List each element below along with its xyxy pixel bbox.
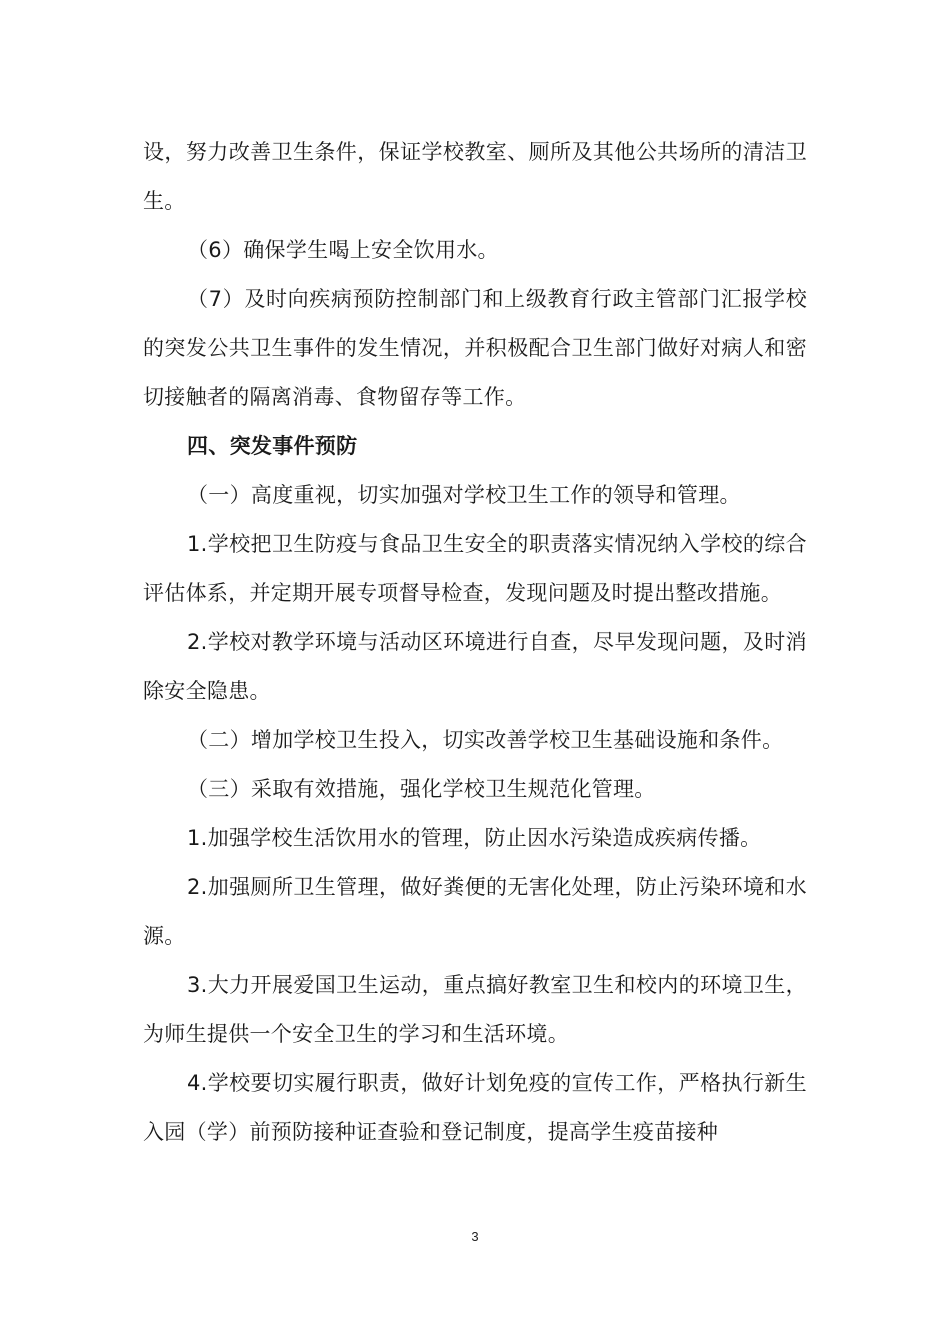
subsection-heading-1: （一）高度重视，切实加强对学校卫生工作的领导和管理。 [187, 483, 741, 507]
paragraph-point-3-1: 1.加强学校生活饮用水的管理，防止因水污染造成疾病传播。 [187, 826, 762, 850]
paragraph-point-1-1: 1.学校把卫生防疫与食品卫生安全的职责落实情况纳入学校的综合评估体系，并定期开展专项督导检查，发现问题及时提出整改措施。 [143, 532, 807, 605]
page-number: 3 [471, 1229, 479, 1244]
paragraph-point-3-2: 2.加强厕所卫生管理，做好粪便的无害化处理，防止污染环境和水源。 [143, 875, 807, 948]
document-body [143, 128, 807, 1157]
paragraph-point-3-3: 3.大力开展爱国卫生运动，重点搞好教室卫生和校内的环境卫生，为师生提供一个安全卫生的学习和生活环境。 [143, 973, 807, 1046]
paragraph-item-7: （7）及时向疾病预防控制部门和上级教育行政主管部门汇报学校的突发公共卫生事件的发生情况，并积极配合卫生部门做好对病人和密切接触者的隔离消毒、食物留存等工作。 [143, 287, 807, 409]
section-heading: 四、突发事件预防 [187, 434, 358, 458]
paragraph-continuation: 设，努力改善卫生条件，保证学校教室、厕所及其他公共场所的清洁卫生。 [143, 140, 807, 213]
paragraph-point-3-4: 4.学校要切实履行职责，做好计划免疫的宣传工作，严格执行新生入园（学）前预防接种证查验和登记制度，提高学生疫苗接种 [143, 1071, 807, 1144]
subsection-heading-3: （三）采取有效措施，强化学校卫生规范化管理。 [187, 777, 656, 801]
paragraph-item-6: （6）确保学生喝上安全饮用水。 [187, 238, 499, 262]
subsection-heading-2: （二）增加学校卫生投入，切实改善学校卫生基础设施和条件。 [187, 728, 784, 752]
paragraph-point-1-2: 2.学校对教学环境与活动区环境进行自查，尽早发现问题，及时消除安全隐患。 [143, 630, 807, 703]
